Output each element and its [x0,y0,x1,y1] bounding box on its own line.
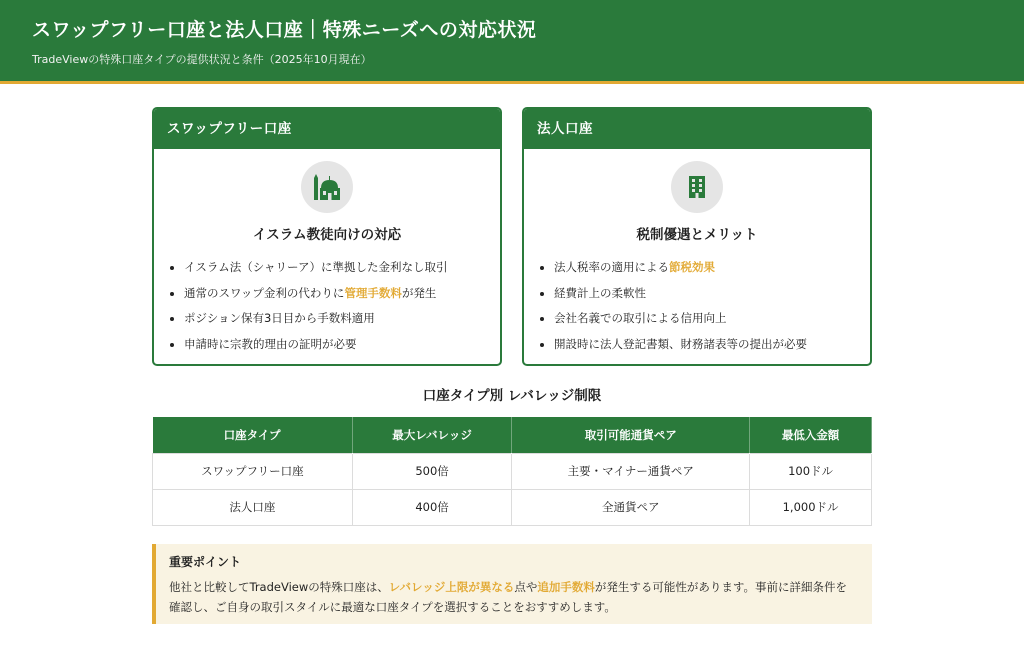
note-body: 他社と比較してTradeViewの特殊口座は、レバレッジ上限が異なる点や追加手数料が発生する可能性があります。事前に詳細条件を確認し、ご自身の取引スタイルに最適な口座タイプを選択することをおすすめします。 [169,580,847,614]
corporate-feature-list [524,255,870,357]
table-cell: 100ドル [750,453,872,489]
table-cell: 1,000ドル [750,489,872,525]
corporate-card-header: 法人口座 [524,109,870,149]
important-note [152,544,872,624]
page-subtitle: TradeViewの特殊口座タイプの提供状況と条件（2025年10月現在） [32,53,372,66]
page-header [0,0,1024,84]
column-header: 口座タイプ [153,417,353,453]
table-cell: 400倍 [352,489,512,525]
column-header: 最低入金額 [750,417,872,453]
swapfree-card-heading: イスラム教徒向けの対応 [252,227,402,243]
list-item: 申請時に宗教的理由の証明が必要 [168,332,500,358]
list-item: ポジション保有3日目から手数料適用 [168,306,500,332]
page-title: スワップフリー口座と法人口座｜特殊ニーズへの対応状況 [32,19,537,41]
leverage-table [152,417,872,526]
corporate-card-heading: 税制優遇とメリット [636,227,758,243]
list-item: 通常のスワップ金利の代わりに管理手数料が発生 [168,281,500,307]
leverage-table-title: 口座タイプ別 レバレッジ制限 [422,388,602,404]
table-header-row [153,417,872,453]
table-row [153,489,872,525]
table-cell: 全通貨ペア [512,489,750,525]
swapfree-feature-list [154,255,500,357]
note-title: 重要ポイント [169,555,242,569]
highlight-text: レバレッジ上限が異なる [388,580,515,594]
swapfree-card-header: スワップフリー口座 [154,109,500,149]
table-cell: スワップフリー口座 [153,453,353,489]
list-item: 法人税率の適用による節税効果 [538,255,870,281]
building-icon [671,161,723,213]
column-header: 取引可能通貨ペア [512,417,750,453]
column-header: 最大レバレッジ [352,417,512,453]
highlight-text: 管理手数料 [344,285,402,300]
mosque-icon [301,161,353,213]
table-row [153,453,872,489]
swapfree-card [152,107,502,366]
list-item: 経費計上の柔軟性 [538,281,870,307]
list-item: 会社名義での取引による信用向上 [538,306,870,332]
corporate-card [522,107,872,366]
list-item: 開設時に法人登記書類、財務諸表等の提出が必要 [538,332,870,358]
highlight-text: 節税効果 [669,260,715,274]
list-item: イスラム法（シャリーア）に準拠した金利なし取引 [168,255,500,281]
table-cell: 法人口座 [153,489,353,525]
table-cell: 500倍 [352,453,512,489]
highlight-text: 追加手数料 [537,580,595,594]
table-cell: 主要・マイナー通貨ペア [512,453,750,489]
account-cards [152,107,872,366]
